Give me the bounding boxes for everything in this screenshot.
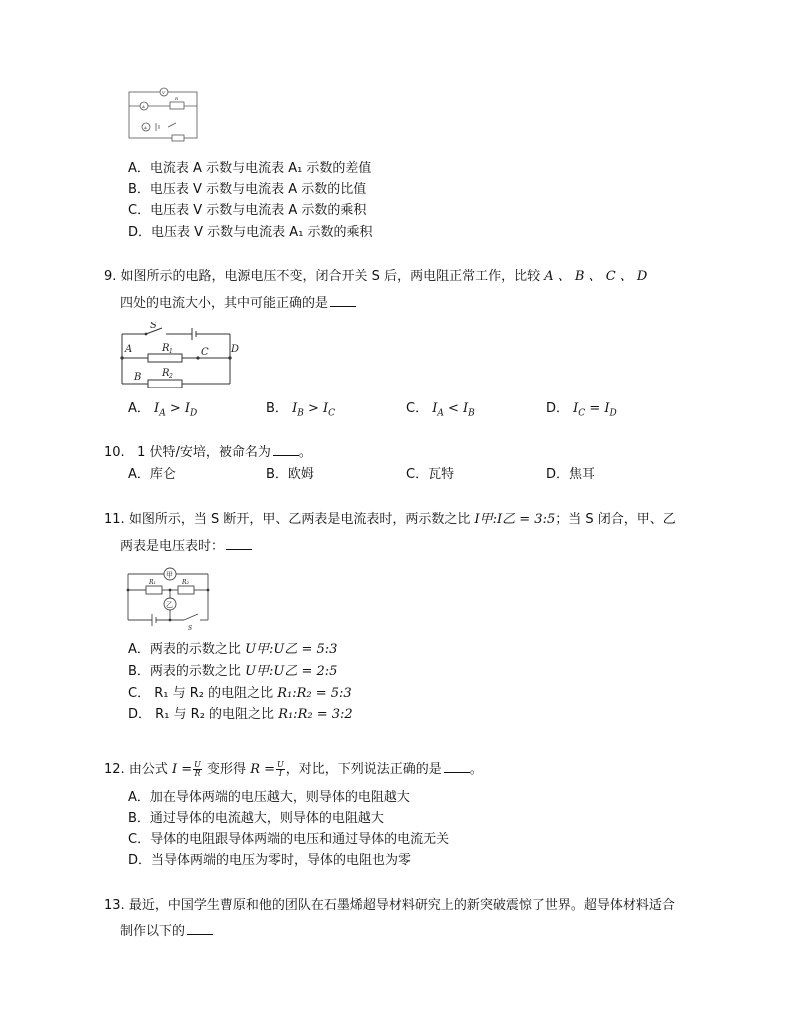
fig-label-r1: R — [162, 343, 170, 354]
question-text: 变形得 — [207, 762, 247, 777]
answer-blank[interactable] — [226, 537, 252, 550]
q11-option-d — [128, 706, 353, 724]
option-text: 欧姆 — [287, 467, 314, 482]
question-text: 如图所示的电路，电源电压不变，闭合开关 S 后，两电阻正常工作，比较 — [120, 269, 541, 284]
question-math: A 、 B 、 C 、 D — [544, 269, 648, 284]
q11-stem-line1 — [104, 511, 676, 529]
svg-text:A: A — [144, 125, 147, 130]
question-text: 最近，中国学生曹原和他的团队在石墨烯超导材料研究上的新突破震惊了世界。超导体材料适合 — [128, 898, 675, 913]
q12-option-b — [128, 810, 384, 828]
option-letter: B． — [266, 467, 288, 482]
q12-option-d — [128, 852, 411, 870]
q11-circuit-figure — [124, 564, 214, 632]
fig-label-r2-sub: 2 — [169, 373, 173, 380]
q9-option-b: B． $I_B > I_C$ — [266, 401, 336, 419]
option-text: 加在导体两端的电压越大，则导体的电阻越大 — [149, 790, 410, 805]
option-letter: D． — [128, 853, 152, 868]
option-math: U甲:U乙 = 2:5 — [245, 664, 338, 679]
q13-stem-line2 — [120, 922, 213, 941]
fig-label-r2: R — [162, 368, 170, 379]
fig-label-s: S — [188, 625, 193, 632]
question-number: 9. — [104, 269, 117, 284]
option-letter: C． — [128, 686, 151, 701]
option-letter: C． — [406, 401, 429, 416]
q12-option-c — [128, 831, 449, 849]
q9-option-d: D． $I_C = I_D$ — [546, 401, 617, 419]
option-text: 两表的示数之比 — [149, 642, 241, 657]
option-text: 电流表 A 示数与电流表 A₁ 示数的差值 — [149, 161, 372, 176]
svg-text:A: A — [142, 104, 145, 109]
q10-option-b — [266, 466, 314, 484]
q10-option-c — [406, 466, 454, 484]
q11-option-c — [128, 685, 352, 703]
q13-stem-line1 — [104, 897, 675, 915]
question-text: 两表是电压表时： — [120, 539, 225, 554]
option-text: R₁ 与 R₂ 的电阻之比 — [155, 707, 275, 722]
answer-blank[interactable] — [444, 760, 470, 773]
option-letter: A． — [128, 642, 150, 657]
option-text: 电压表 V 示数与电流表 A 示数的比值 — [149, 182, 367, 197]
question-text: 四处的电流大小，其中可能正确的是 — [120, 296, 329, 311]
option-letter: A． — [128, 161, 150, 176]
option-letter: B． — [128, 182, 150, 197]
option-text: 导体的电阻跟导体两端的电压和通过导体的电流无关 — [150, 832, 450, 847]
svg-text:V: V — [162, 90, 165, 95]
q11-stem-line2 — [120, 537, 252, 556]
answer-blank[interactable] — [330, 294, 356, 307]
q12-stem — [104, 760, 483, 779]
question-number: 13. — [104, 898, 125, 913]
option-text: 通过导体的电流越大，则导体的电阻越大 — [149, 811, 384, 826]
q8-option-a — [128, 160, 371, 178]
formula-2: R = $\frac{U}{I}$ — [250, 760, 284, 778]
q8-circuit-figure — [128, 86, 200, 144]
option-text: 瓦特 — [428, 467, 455, 482]
question-number: 11. — [104, 512, 125, 527]
option-letter: C． — [406, 467, 429, 482]
option-math: R₁:R₂ = 5:3 — [277, 686, 352, 701]
fig-label-r2: R₂ — [182, 579, 189, 586]
option-letter: B． — [128, 811, 150, 826]
q12-option-a — [128, 789, 410, 807]
q11-option-a — [128, 641, 337, 659]
option-letter: B． — [128, 664, 150, 679]
q10-option-d — [546, 466, 595, 484]
option-letter: A． — [128, 401, 150, 416]
option-letter: D． — [128, 707, 152, 722]
fig-label-d: D — [231, 344, 240, 355]
option-text: 电压表 V 示数与电流表 A 示数的乘积 — [150, 203, 367, 218]
question-text: 由公式 — [128, 762, 168, 777]
question-text: ，对比，下列说法正确的是 — [285, 762, 442, 777]
answer-blank[interactable] — [273, 443, 299, 456]
option-text: 两表的示数之比 — [149, 664, 241, 679]
q8-option-c — [128, 202, 366, 220]
option-text: R₁ 与 R₂ 的电阻之比 — [154, 686, 274, 701]
fig-label-yi: 乙 — [166, 601, 173, 609]
question-text: 如图所示，当 S 断开，甲、乙两表是电流表时，两示数之比 — [128, 512, 471, 527]
option-letter: B． — [266, 401, 288, 416]
option-letter: A． — [128, 467, 150, 482]
option-text: 焦耳 — [569, 467, 596, 482]
fig-label-s: S — [150, 322, 157, 331]
fig-label-c: C — [201, 347, 209, 358]
q8-option-d — [128, 224, 373, 242]
option-math: U甲:U乙 = 5:3 — [245, 642, 338, 657]
option-letter: C． — [128, 203, 151, 218]
fig-label-jia: 甲 — [166, 571, 173, 579]
question-text-end: 。 — [298, 445, 312, 460]
q9-option-c: C． $I_A < I_B$ — [406, 401, 475, 419]
option-letter: D． — [128, 225, 152, 240]
question-text: 制作以下的 — [120, 924, 186, 939]
q10-stem — [104, 443, 312, 462]
answer-blank[interactable] — [187, 922, 213, 935]
fig-label-r1-sub: 1 — [169, 348, 173, 355]
q9-stem-line1 — [104, 268, 647, 286]
question-text-end: 。 — [469, 762, 483, 777]
question-text: ；当 S 闭合，甲、乙 — [555, 512, 676, 527]
fig-label-r1: R₁ — [149, 579, 156, 586]
option-math: R₁:R₂ = 3:2 — [278, 707, 353, 722]
option-letter: D． — [546, 467, 570, 482]
option-text: 电压表 V 示数与电流表 A₁ 示数的乘积 — [151, 225, 373, 240]
svg-text:R: R — [175, 96, 179, 101]
fig-label-b: B — [134, 372, 142, 383]
option-letter: A． — [128, 790, 150, 805]
question-number: 10. — [104, 445, 125, 460]
option-text: 当导体两端的电压为零时，导体的电阻也为零 — [151, 853, 412, 868]
q8-option-b — [128, 181, 366, 199]
q9-stem-line2 — [120, 294, 356, 313]
formula-1: I = $\frac{U}{R}$ — [171, 760, 201, 778]
fig-label-a: A — [125, 344, 133, 355]
option-letter: C． — [128, 832, 151, 847]
q9-circuit-figure — [118, 322, 242, 388]
option-text: 库仑 — [149, 467, 176, 482]
q9-option-a: A． $I_A > I_D$ — [128, 401, 198, 419]
question-number: 12. — [104, 762, 125, 777]
q11-option-b — [128, 663, 337, 681]
q10-option-a — [128, 466, 176, 484]
question-math: I甲:I乙 = 3:5 — [474, 512, 556, 527]
question-text: 1 伏特/安培，被命名为 — [137, 445, 271, 460]
option-letter: D． — [546, 401, 570, 416]
